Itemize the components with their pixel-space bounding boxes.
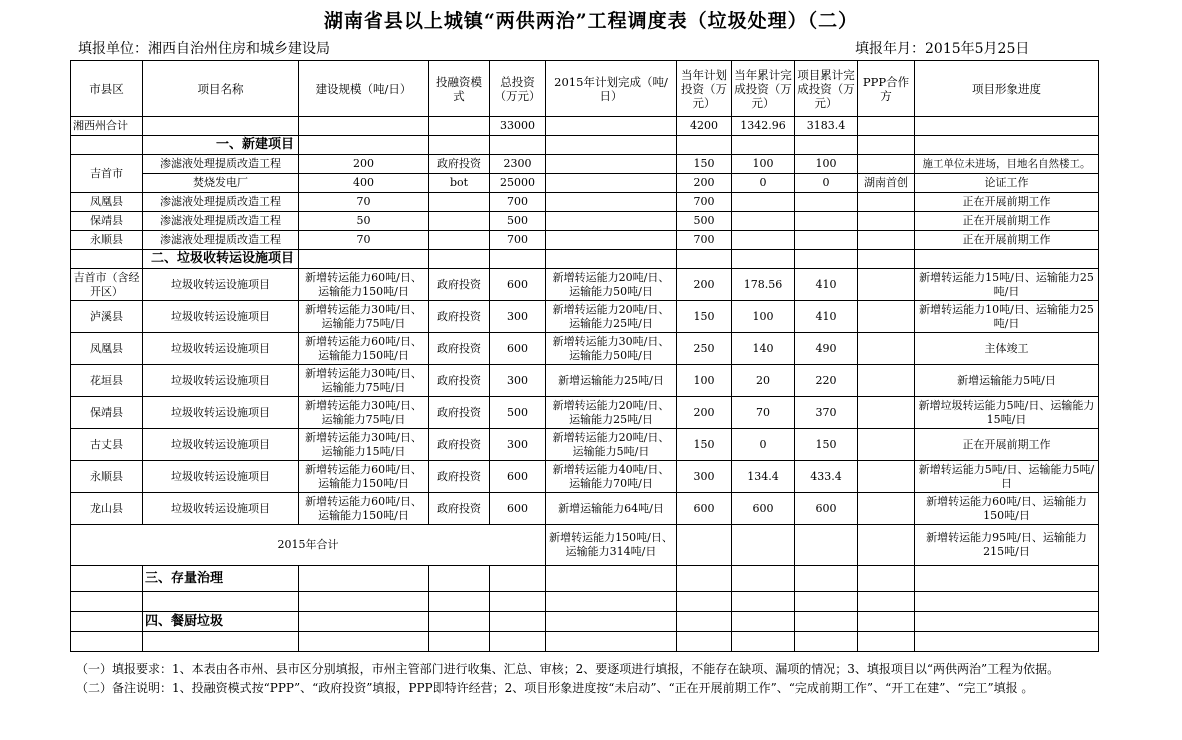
- project-done-cell: 410: [795, 269, 858, 301]
- plan-cell: 新增转运能力40吨/日、运输能力70吨/日: [546, 461, 677, 493]
- invest-cell: 600: [490, 333, 546, 365]
- empty-row: [71, 592, 1099, 612]
- plan-cell: 新增转运能力20吨/日、运输能力25吨/日: [546, 397, 677, 429]
- invest-cell: 600: [490, 269, 546, 301]
- table-row: [71, 365, 1099, 397]
- ppp-cell: [858, 493, 915, 525]
- year-done-cell: 0: [732, 429, 795, 461]
- col-header: 建设规模（吨/日）: [299, 61, 429, 117]
- project-name: 渗滤液处理提质改造工程: [143, 212, 299, 231]
- year-done-cell: 140: [732, 333, 795, 365]
- scale-cell: 新增转运能力60吨/日、运输能力150吨/日: [299, 461, 429, 493]
- plan-cell: [546, 174, 677, 193]
- ppp-cell: [858, 397, 915, 429]
- project-done-cell: [795, 231, 858, 250]
- year-done-cell: 134.4: [732, 461, 795, 493]
- plan-cell: 新增转运能力20吨/日、运输能力25吨/日: [546, 301, 677, 333]
- table-row: [71, 461, 1099, 493]
- progress-cell: 正在开展前期工作: [915, 429, 1099, 461]
- ppp-cell: [858, 212, 915, 231]
- col-header: 项目形象进度: [915, 61, 1099, 117]
- ppp-cell: [858, 333, 915, 365]
- col-header: 当年累计完成投资（万元）: [732, 61, 795, 117]
- progress-cell: 新增转运能力10吨/日、运输能力25吨/日: [915, 301, 1099, 333]
- year-plan-cell: 700: [677, 193, 732, 212]
- project-name: 焚烧发电厂: [143, 174, 299, 193]
- progress-cell: 新增垃圾转运能力5吨/日、运输能力15吨/日: [915, 397, 1099, 429]
- project-name: 垃圾收转运设施项目: [143, 365, 299, 397]
- project-done-cell: 433.4: [795, 461, 858, 493]
- section-row: [71, 566, 1099, 592]
- col-header: PPP合作方: [858, 61, 915, 117]
- col-header: 投融资模式: [429, 61, 490, 117]
- progress-cell: 新增转运能力60吨/日、运输能力150吨/日: [915, 493, 1099, 525]
- summary-row: [71, 525, 1099, 566]
- year-done-cell: 70: [732, 397, 795, 429]
- mode-cell: 政府投资: [429, 155, 490, 174]
- area-cell: 古丈县: [71, 429, 143, 461]
- year-plan-cell: 100: [677, 365, 732, 397]
- ppp-cell: [858, 461, 915, 493]
- mode-cell: 政府投资: [429, 269, 490, 301]
- invest-cell: 600: [490, 461, 546, 493]
- scale-cell: 新增转运能力30吨/日、运输能力75吨/日: [299, 301, 429, 333]
- scale-cell: 200: [299, 155, 429, 174]
- area-cell: 凤凰县: [71, 333, 143, 365]
- invest-cell: 300: [490, 365, 546, 397]
- project-done-cell: [795, 193, 858, 212]
- table-row: [71, 155, 1099, 174]
- project-name: 垃圾收转运设施项目: [143, 333, 299, 365]
- scale-cell: 新增转运能力30吨/日、运输能力75吨/日: [299, 397, 429, 429]
- table-row: [71, 231, 1099, 250]
- col-header: 2015年计划完成（吨/日）: [546, 61, 677, 117]
- col-header: 当年计划投资（万元）: [677, 61, 732, 117]
- project-done-cell: 490: [795, 333, 858, 365]
- total-area: 湘西州合计: [71, 117, 143, 136]
- area-cell: 保靖县: [71, 397, 143, 429]
- year-plan-cell: 150: [677, 429, 732, 461]
- progress-cell: 新增转运能力15吨/日、运输能力25吨/日: [915, 269, 1099, 301]
- plan-cell: [546, 155, 677, 174]
- project-done-cell: 150: [795, 429, 858, 461]
- year-done-cell: 20: [732, 365, 795, 397]
- progress-cell: 施工单位未进场，目地名自然楼工。: [915, 155, 1099, 174]
- unit-value: 湘西自治州住房和城乡建设局: [148, 41, 330, 57]
- year-plan-cell: 200: [677, 269, 732, 301]
- unit-label: 填报单位：: [78, 41, 148, 57]
- mode-cell: 政府投资: [429, 301, 490, 333]
- invest-cell: 700: [490, 231, 546, 250]
- summary-progress: 新增转运能力95吨/日、运输能力215吨/日: [915, 525, 1099, 566]
- project-done-cell: 0: [795, 174, 858, 193]
- mode-cell: bot: [429, 174, 490, 193]
- table-row: [71, 493, 1099, 525]
- year-done-cell: [732, 193, 795, 212]
- summary-plan: 新增转运能力150吨/日、运输能力314吨/日: [546, 525, 677, 566]
- scale-cell: 新增转运能力30吨/日、运输能力15吨/日: [299, 429, 429, 461]
- table-row: [71, 269, 1099, 301]
- scale-cell: 400: [299, 174, 429, 193]
- progress-cell: 新增运输能力5吨/日: [915, 365, 1099, 397]
- plan-cell: 新增运输能力64吨/日: [546, 493, 677, 525]
- mode-cell: 政府投资: [429, 365, 490, 397]
- mode-cell: 政府投资: [429, 429, 490, 461]
- scale-cell: 新增转运能力60吨/日、运输能力150吨/日: [299, 333, 429, 365]
- section-row: [71, 612, 1099, 632]
- mode-cell: [429, 212, 490, 231]
- year-plan-cell: 150: [677, 155, 732, 174]
- scale-cell: 新增转运能力30吨/日、运输能力75吨/日: [299, 365, 429, 397]
- invest-cell: 500: [490, 212, 546, 231]
- project-name: 垃圾收转运设施项目: [143, 461, 299, 493]
- table-row: [71, 174, 1099, 193]
- summary-label: 2015年合计: [71, 525, 546, 566]
- invest-cell: 2300: [490, 155, 546, 174]
- project-name: 垃圾收转运设施项目: [143, 269, 299, 301]
- header-row: [71, 61, 1099, 117]
- project-name: 垃圾收转运设施项目: [143, 397, 299, 429]
- mode-cell: [429, 193, 490, 212]
- year-done-cell: 100: [732, 155, 795, 174]
- year-done-cell: [732, 212, 795, 231]
- area-cell: 凤凰县: [71, 193, 143, 212]
- area-cell: 吉首市（含经开区）: [71, 269, 143, 301]
- invest-cell: 600: [490, 493, 546, 525]
- section-row: [71, 250, 1099, 269]
- table-row: [71, 193, 1099, 212]
- invest-cell: 25000: [490, 174, 546, 193]
- ppp-cell: [858, 429, 915, 461]
- total-year-done: 1342.96: [732, 117, 795, 136]
- date-value: 2015年5月25日: [925, 41, 1030, 57]
- ppp-cell: [858, 155, 915, 174]
- year-done-cell: 0: [732, 174, 795, 193]
- section-title: 一、新建项目: [143, 136, 299, 155]
- reporting-unit: [78, 38, 330, 58]
- year-plan-cell: 700: [677, 231, 732, 250]
- project-name: 垃圾收转运设施项目: [143, 429, 299, 461]
- project-name: 垃圾收转运设施项目: [143, 493, 299, 525]
- note-remarks: （二）备注说明：1、投融资模式按“PPP”、“政府投资”填报，PPP即特许经营；2、项目形象进度按“未启动”、“正在开展前期工作”、“完成前期工作”、“开工在建”、“完工”填报 。: [76, 681, 1034, 695]
- area-cell: 永顺县: [71, 461, 143, 493]
- progress-cell: 论证工作: [915, 174, 1099, 193]
- plan-cell: [546, 231, 677, 250]
- plan-cell: [546, 212, 677, 231]
- total-invest: 33000: [490, 117, 546, 136]
- progress-cell: 正在开展前期工作: [915, 231, 1099, 250]
- col-header: 项目名称: [143, 61, 299, 117]
- invest-cell: 700: [490, 193, 546, 212]
- mode-cell: 政府投资: [429, 493, 490, 525]
- col-header: 总投资（万元）: [490, 61, 546, 117]
- area-cell: 花垣县: [71, 365, 143, 397]
- year-done-cell: 100: [732, 301, 795, 333]
- table-row: [71, 301, 1099, 333]
- mode-cell: 政府投资: [429, 333, 490, 365]
- note-requirements: （一）填报要求：1、本表由各市州、县市区分别填报，市州主管部门进行收集、汇总、审核；2、要逐项进行填报，不能存在缺项、漏项的情况；3、填报项目以“两供两治”工程为依据。: [76, 662, 1060, 676]
- project-name: 垃圾收转运设施项目: [143, 301, 299, 333]
- year-plan-cell: 250: [677, 333, 732, 365]
- project-name: 渗滤液处理提质改造工程: [143, 155, 299, 174]
- table-row: [71, 212, 1099, 231]
- year-plan-cell: 500: [677, 212, 732, 231]
- scale-cell: 70: [299, 193, 429, 212]
- invest-cell: 500: [490, 397, 546, 429]
- total-project-done: 3183.4: [795, 117, 858, 136]
- project-done-cell: [795, 212, 858, 231]
- year-plan-cell: 150: [677, 301, 732, 333]
- invest-cell: 300: [490, 429, 546, 461]
- project-done-cell: 100: [795, 155, 858, 174]
- table-row: [71, 429, 1099, 461]
- area-cell: 永顺县: [71, 231, 143, 250]
- total-year-plan: 4200: [677, 117, 732, 136]
- area-cell: 龙山县: [71, 493, 143, 525]
- year-plan-cell: 600: [677, 493, 732, 525]
- table-row: [71, 333, 1099, 365]
- col-header: 市县区: [71, 61, 143, 117]
- scale-cell: 新增转运能力60吨/日、运输能力150吨/日: [299, 493, 429, 525]
- area-cell: 吉首市: [71, 155, 143, 193]
- reporting-date: [855, 38, 1029, 58]
- plan-cell: 新增转运能力30吨/日、运输能力50吨/日: [546, 333, 677, 365]
- section-row: [71, 136, 1099, 155]
- ppp-cell: [858, 301, 915, 333]
- schedule-table: [70, 60, 1099, 652]
- section-title: 三、存量治理: [143, 566, 299, 592]
- year-done-cell: 178.56: [732, 269, 795, 301]
- year-plan-cell: 300: [677, 461, 732, 493]
- year-done-cell: [732, 231, 795, 250]
- col-header: 项目累计完成投资（万元）: [795, 61, 858, 117]
- project-done-cell: 410: [795, 301, 858, 333]
- project-name: 渗滤液处理提质改造工程: [143, 193, 299, 212]
- project-name: 渗滤液处理提质改造工程: [143, 231, 299, 250]
- table-row: [71, 397, 1099, 429]
- section-title: 四、餐厨垃圾: [143, 612, 299, 632]
- year-done-cell: 600: [732, 493, 795, 525]
- ppp-cell: [858, 365, 915, 397]
- section-title: 二、垃圾收转运设施项目: [143, 250, 299, 269]
- scale-cell: 新增转运能力60吨/日、运输能力150吨/日: [299, 269, 429, 301]
- plan-cell: 新增转运能力20吨/日、运输能力5吨/日: [546, 429, 677, 461]
- mode-cell: 政府投资: [429, 461, 490, 493]
- progress-cell: 正在开展前期工作: [915, 193, 1099, 212]
- empty-row: [71, 632, 1099, 652]
- plan-cell: 新增运输能力25吨/日: [546, 365, 677, 397]
- date-label: 填报年月：: [855, 41, 925, 57]
- year-plan-cell: 200: [677, 174, 732, 193]
- area-cell: 保靖县: [71, 212, 143, 231]
- area-cell: 泸溪县: [71, 301, 143, 333]
- ppp-cell: 湖南首创: [858, 174, 915, 193]
- progress-cell: 新增转运能力5吨/日、运输能力5吨/日: [915, 461, 1099, 493]
- ppp-cell: [858, 193, 915, 212]
- mode-cell: 政府投资: [429, 397, 490, 429]
- progress-cell: 正在开展前期工作: [915, 212, 1099, 231]
- page-title: 湖南省县以上城镇“两供两治”工程调度表（垃圾处理）（二）: [323, 10, 859, 32]
- total-row: [71, 117, 1099, 136]
- project-done-cell: 600: [795, 493, 858, 525]
- ppp-cell: [858, 269, 915, 301]
- project-done-cell: 370: [795, 397, 858, 429]
- scale-cell: 50: [299, 212, 429, 231]
- ppp-cell: [858, 231, 915, 250]
- notes: [76, 661, 1096, 699]
- mode-cell: [429, 231, 490, 250]
- plan-cell: [546, 193, 677, 212]
- project-done-cell: 220: [795, 365, 858, 397]
- progress-cell: 主体竣工: [915, 333, 1099, 365]
- year-plan-cell: 200: [677, 397, 732, 429]
- plan-cell: 新增转运能力20吨/日、运输能力50吨/日: [546, 269, 677, 301]
- invest-cell: 300: [490, 301, 546, 333]
- scale-cell: 70: [299, 231, 429, 250]
